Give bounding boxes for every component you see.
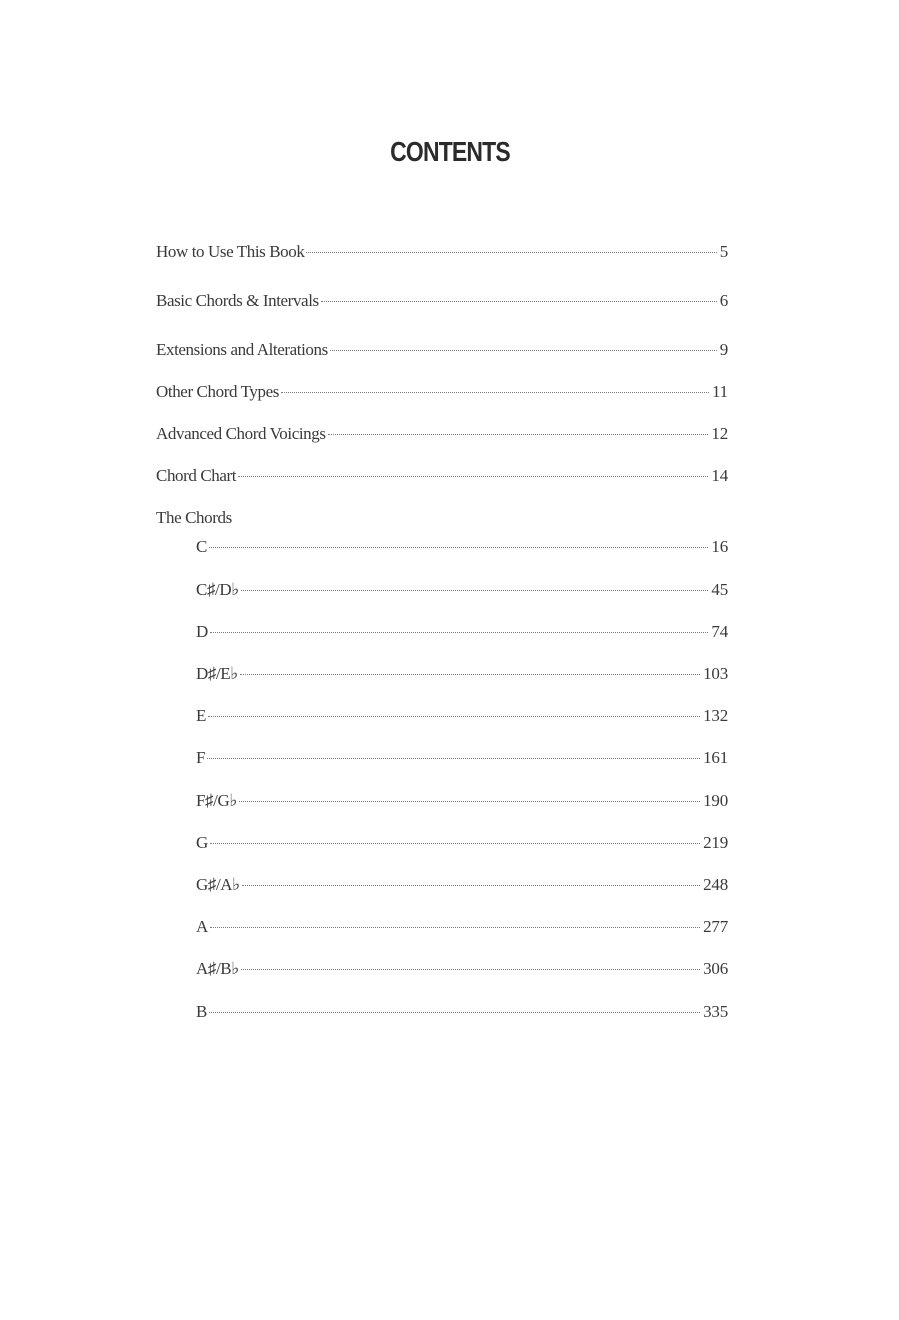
toc-entry-label: A♯/B♭ (196, 959, 239, 978)
toc-chord-g-sharp[interactable] (196, 874, 728, 896)
toc-entry-label: D (196, 622, 208, 641)
dot-leader (241, 969, 700, 970)
toc-entry-label: F (196, 748, 206, 767)
dot-leader (209, 1012, 700, 1013)
dot-leader (210, 632, 709, 633)
toc-entry-page: 219 (703, 833, 728, 852)
toc-entry-page: 277 (703, 917, 728, 936)
toc-entry-page: 6 (719, 291, 728, 310)
toc-entry-label: A (196, 917, 208, 936)
toc-entry-page: 16 (711, 537, 728, 556)
dot-leader (207, 758, 700, 759)
toc-chord-e[interactable] (196, 705, 728, 727)
dot-leader (321, 301, 717, 302)
toc-entry-page: 9 (719, 340, 728, 359)
toc-entry-extensions[interactable] (156, 339, 728, 361)
toc-chord-c-sharp[interactable] (196, 579, 728, 601)
dot-leader (239, 801, 700, 802)
toc-entry-page: 161 (703, 748, 728, 767)
toc-entry-how-to-use[interactable] (156, 241, 728, 263)
dot-leader (240, 674, 700, 675)
toc-entry-label: G (196, 833, 208, 852)
toc-entry-label: C♯/D♭ (196, 580, 239, 599)
dot-leader (281, 392, 709, 393)
toc-chord-c[interactable] (196, 536, 728, 558)
toc-entry-page: 45 (711, 580, 728, 599)
dot-leader (210, 927, 700, 928)
toc-entry-page: 11 (712, 382, 728, 401)
toc-entry-page: 306 (703, 959, 728, 978)
toc-entry-other-chord-types[interactable] (156, 381, 728, 403)
toc-entry-label: Chord Chart (156, 466, 237, 485)
toc-entry-page: 14 (711, 466, 728, 485)
toc-entry-label: D♯/E♭ (196, 664, 238, 683)
dot-leader (210, 843, 700, 844)
toc-entry-label: C (196, 537, 207, 556)
dot-leader (241, 590, 709, 591)
toc-entry-page: 248 (703, 875, 728, 894)
toc-entry-page: 132 (703, 706, 728, 725)
toc-entry-label: B (196, 1002, 207, 1021)
toc-entry-page: 190 (703, 791, 728, 810)
dot-leader (208, 716, 700, 717)
toc-chord-d[interactable] (196, 621, 728, 643)
dot-leader (242, 885, 700, 886)
toc-entry-label: Advanced Chord Voicings (156, 424, 326, 443)
toc-entry-page: 335 (703, 1002, 728, 1021)
dot-leader (238, 476, 708, 477)
toc-entry-page: 5 (719, 242, 728, 261)
toc-entry-page: 74 (711, 622, 728, 641)
toc-chord-b[interactable] (196, 1001, 728, 1023)
toc-entry-label: Other Chord Types (156, 382, 279, 401)
toc-chord-f[interactable] (196, 747, 728, 769)
toc-entry-label: G♯/A♭ (196, 875, 240, 894)
toc-chord-a-sharp[interactable] (196, 958, 728, 980)
toc-section-heading: The Chords (156, 508, 232, 527)
toc-entry-page: 103 (703, 664, 728, 683)
toc-entry-basic-chords[interactable] (156, 290, 728, 312)
dot-leader (328, 434, 709, 435)
toc-chord-d-sharp[interactable] (196, 663, 728, 685)
toc-entry-label: Basic Chords & Intervals (156, 291, 319, 310)
toc-entry-page: 12 (711, 424, 728, 443)
dot-leader (306, 252, 716, 253)
toc-entry-advanced-voicings[interactable] (156, 423, 728, 445)
dot-leader (209, 547, 708, 548)
toc-entry-label: F♯/G♭ (196, 791, 237, 810)
toc-entry-label: Extensions and Alterations (156, 340, 328, 359)
toc-chord-a[interactable] (196, 916, 728, 938)
dot-leader (330, 350, 717, 351)
toc-entry-chord-chart[interactable] (156, 465, 728, 487)
toc-entry-label: E (196, 706, 206, 725)
toc-entry-label: How to Use This Book (156, 242, 305, 261)
page-title: CONTENTS (390, 136, 510, 167)
toc-chord-f-sharp[interactable] (196, 790, 728, 812)
toc-chord-g[interactable] (196, 832, 728, 854)
